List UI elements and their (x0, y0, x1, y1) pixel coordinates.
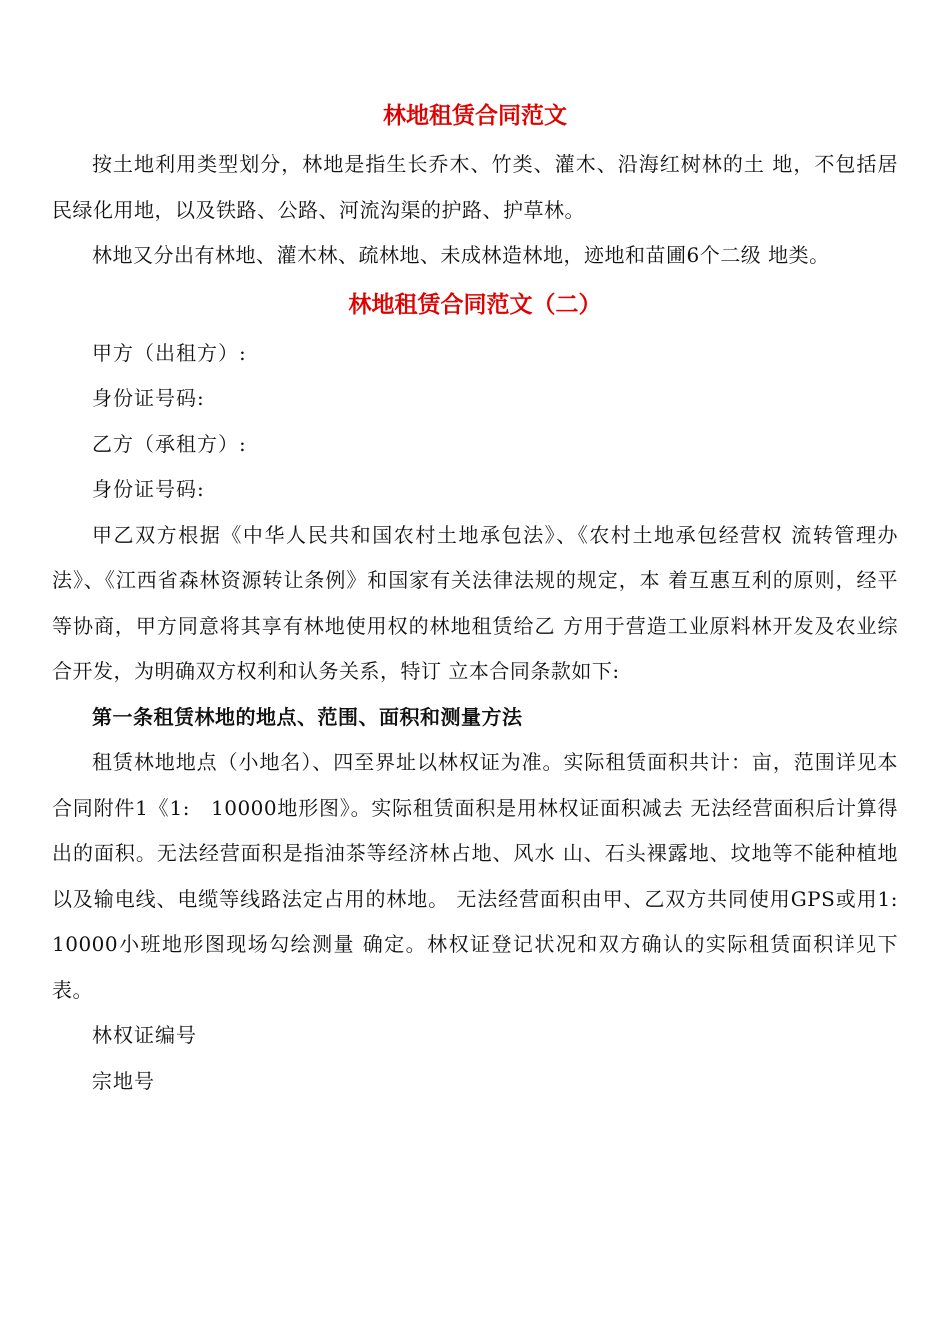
document-title: 林地租赁合同范文 (383, 102, 567, 129)
party-b-id-field: 身份证号码: (92, 477, 205, 501)
party-a-id-field: 身份证号码: (92, 386, 205, 410)
cert-no-label: 林权证编号 (92, 1023, 197, 1047)
intro-paragraph-2: 林地又分出有林地、灌木林、疏林地、未成林造林地，迹地和苗圃6个二级 地类。 (92, 243, 830, 267)
preamble-paragraph: 甲乙双方根据《中华人民共和国农村土地承包法》、《农村土地承包经营权 流转管理办法》、《江西省森林资源转让条例》和国家有关法律法规的规定，本 着互惠互利的原则，经平等协商，甲方同意将其享有林地使用权的林地租赁给乙 方用于营造工业原料林开发及农业综合开发，为明确双方权利和认务关系，特订 立本合同条款如下: (52, 522, 898, 683)
article-1-heading: 第一条租赁林地的地点、范围、面积和测量方法 (92, 704, 523, 729)
parcel-no-label: 宗地号 (92, 1068, 155, 1093)
intro-paragraph-1: 按土地利用类型划分，林地是指生长乔木、竹类、灌木、沿海红树林的土 地，不包括居民绿化用地，以及铁路、公路、河流沟渠的护路、护草林。 (52, 152, 898, 222)
article-1-body: 租赁林地地点（小地名）、四至界址以林权证为准。实际租赁面积共计：亩，范围详见本合同附件1《1: 10000地形图》。实际租赁面积是用林权证面积减去 无法经营面积后计算得出的面积。无法经营面积是指油茶等经济林占地、风水 山、石头裸露地、坟地等不能种植地以及输电线、电缆等线路法定占用的林地。 无法经营面积由甲、乙双方共同使用GPS或用1: 10000小班地形图现场勾绘测量 确定。林权证登记状况和双方确认的实际租赁面积详见下表。 (52, 750, 919, 1002)
party-a-field: 甲方（出租方）: (92, 340, 247, 365)
document-title-2: 林地租赁合同范文（二） (348, 290, 602, 318)
party-b-field: 乙方（承租方）: (92, 431, 247, 456)
